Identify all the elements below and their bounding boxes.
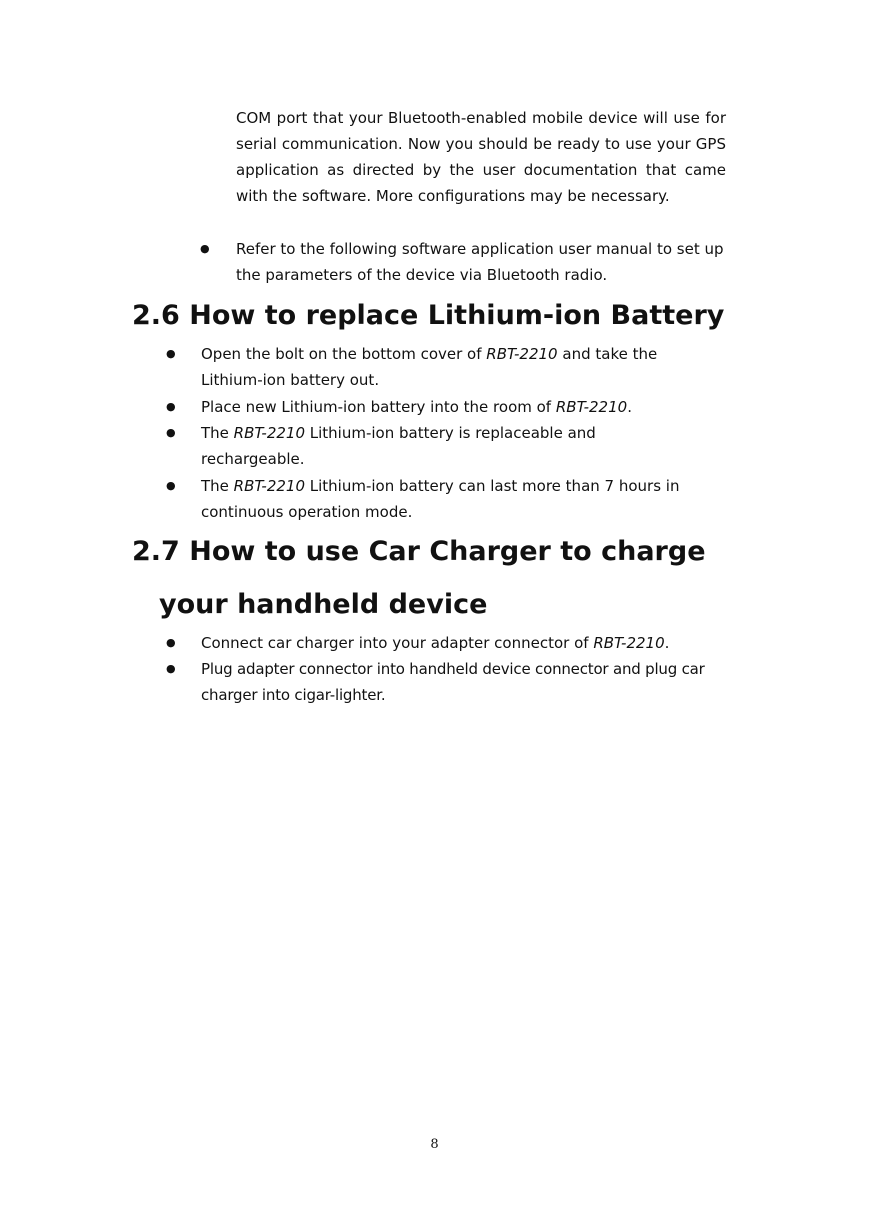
bullet-icon: ● xyxy=(166,347,176,360)
model-name: RBT-2210 xyxy=(233,477,305,495)
list-item-text: Connect car charger into your adapter connector of RBT-2210. xyxy=(201,634,670,652)
bullet-icon: ● xyxy=(166,636,176,649)
model-name: RBT-2210 xyxy=(486,345,558,363)
intro-paragraph: COM port that your Bluetooth-enabled mobile device will use for serial communication. Now you should be ready to use your GPS application as directed by the user documentation that came with the software. More configurations may be necessary. xyxy=(236,109,726,205)
list-item-text: The RBT-2210 Lithium-ion battery is replaceable and rechargeable. xyxy=(201,424,596,468)
bullet-icon: ● xyxy=(166,662,176,675)
bullet-icon: ● xyxy=(200,242,210,255)
list-item-text: Refer to the following software application user manual to set up the parameters of the device via Bluetooth radio. xyxy=(236,240,724,284)
list-item-text: Place new Lithium-ion battery into the room of RBT-2210. xyxy=(201,398,632,416)
model-name: RBT-2210 xyxy=(555,398,628,416)
bullet-icon: ● xyxy=(166,426,176,439)
bullet-icon: ● xyxy=(166,479,176,492)
section-heading-2-7: 2.7 How to use Car Charger to charge xyxy=(132,536,706,567)
bullet-icon: ● xyxy=(166,400,176,413)
page-number: 8 xyxy=(430,1137,439,1152)
model-name: RBT-2210 xyxy=(233,424,305,442)
list-item-text: Open the bolt on the bottom cover of RBT-2210 and take the Lithium-ion battery out. xyxy=(201,345,658,389)
section-heading-2-7-continued: your handheld device xyxy=(159,589,488,620)
model-name: RBT-2210 xyxy=(593,634,665,652)
list-item-text: Plug adapter connector into handheld device connector and plug car charger into cigar-lighter. xyxy=(201,660,705,704)
list-item-text: The RBT-2210 Lithium-ion battery can last more than 7 hours in continuous operation mode. xyxy=(201,477,680,521)
section-heading-2-6: 2.6 How to replace Lithium-ion Battery xyxy=(132,300,725,331)
